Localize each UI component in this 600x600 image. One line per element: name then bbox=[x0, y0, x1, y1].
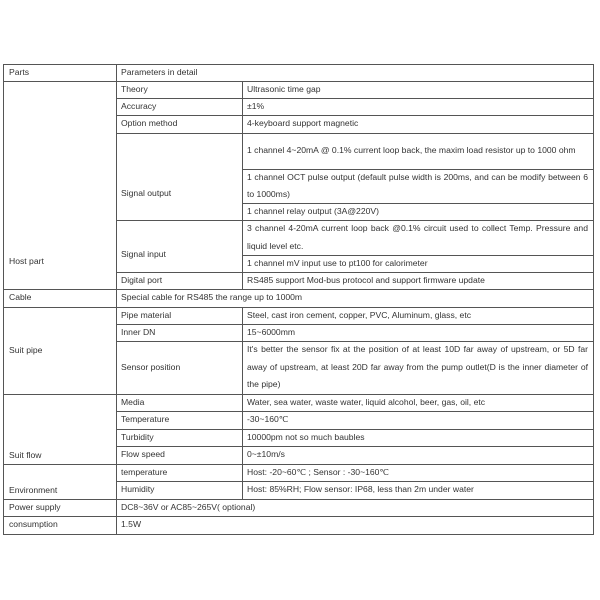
signal-output-value-2-text: 1 channel OCT pulse output (default pulse width is 200ms, and can be modify between 6 to 1000ms) bbox=[247, 171, 588, 199]
header-parts-label: Parts bbox=[9, 67, 30, 78]
group-consumption-label: consumption bbox=[9, 519, 58, 530]
digital-port-value-text: RS485 support Mod-bus protocol and support firmware update bbox=[247, 274, 485, 285]
media-value bbox=[242, 394, 594, 412]
theory-label-text: Theory bbox=[121, 83, 148, 94]
env-temperature-label-text: temperature bbox=[121, 466, 168, 477]
signal-input-label bbox=[116, 220, 243, 273]
power-supply-value-text: DC8~36V or AC85~265V( optional) bbox=[121, 501, 256, 512]
theory-value bbox=[242, 81, 594, 99]
pipe-material-value bbox=[242, 307, 594, 325]
digital-port-value bbox=[242, 272, 594, 290]
header-parts bbox=[3, 64, 117, 82]
sensor-position-label bbox=[116, 341, 243, 395]
pipe-material-label-text: Pipe material bbox=[121, 309, 172, 320]
option-label-text: Option method bbox=[121, 118, 178, 129]
inner-dn-value-text: 15~6000mm bbox=[247, 326, 296, 337]
flow-speed-value-text: 0~±10m/s bbox=[247, 449, 285, 460]
option-value bbox=[242, 115, 594, 134]
sensor-position-value bbox=[242, 341, 594, 395]
consumption-value bbox=[116, 516, 594, 535]
spec-table bbox=[3, 64, 594, 535]
digital-port-label-text: Digital port bbox=[121, 274, 163, 285]
signal-output-value-2 bbox=[242, 169, 594, 204]
header-params bbox=[116, 64, 594, 82]
signal-output-label bbox=[116, 133, 243, 221]
sensor-position-value-text: It's better the sensor fix at the position of at least 10D far away of upstream, or 5D far away of upstream, at least 20D far away from the pump outlet(D is the inner diameter of the pipe) bbox=[247, 344, 588, 390]
flow-temperature-value-text: -30~160℃ bbox=[247, 414, 289, 425]
env-temperature-value-text: Host: -20~60℃ ; Sensor : -30~160℃ bbox=[247, 466, 390, 477]
signal-output-value-3-text: 1 channel relay output (3A@220V) bbox=[247, 205, 379, 216]
signal-input-label-text: Signal input bbox=[121, 249, 166, 259]
group-consumption bbox=[3, 516, 117, 535]
theory-label bbox=[116, 81, 243, 99]
accuracy-value-text: ±1% bbox=[247, 100, 265, 111]
signal-output-value-1 bbox=[242, 133, 594, 170]
group-host-part bbox=[3, 81, 117, 290]
turbidity-value bbox=[242, 429, 594, 447]
flow-temperature-label-text: Temperature bbox=[121, 414, 170, 425]
turbidity-label bbox=[116, 429, 243, 447]
header-params-label: Parameters in detail bbox=[121, 67, 198, 78]
sensor-position-label-text: Sensor position bbox=[121, 361, 181, 372]
group-suit-pipe bbox=[3, 307, 117, 395]
group-environment-label: Environment bbox=[9, 484, 58, 495]
pipe-material-value-text: Steel, cast iron cement, copper, PVC, Aluminum, glass, etc bbox=[247, 309, 472, 320]
turbidity-label-text: Turbidity bbox=[121, 431, 154, 442]
group-host-part-label: Host part bbox=[9, 256, 44, 266]
cable-value bbox=[116, 289, 594, 308]
humidity-label bbox=[116, 481, 243, 500]
signal-input-value-1-text: 3 channel 4-20mA current loop back @0.1% circuit used to collect Temp. Pressure and liquid level etc. bbox=[247, 223, 588, 251]
theory-value-text: Ultrasonic time gap bbox=[247, 83, 321, 94]
option-value-text: 4-keyboard support magnetic bbox=[247, 118, 359, 129]
digital-port-label bbox=[116, 272, 243, 290]
inner-dn-value bbox=[242, 324, 594, 342]
turbidity-value-text: 10000pm not so much baubles bbox=[247, 431, 365, 442]
signal-input-value-2-text: 1 channel mV input use to pt100 for calorimeter bbox=[247, 257, 428, 268]
group-environment bbox=[3, 464, 117, 500]
group-cable-label: Cable bbox=[9, 292, 32, 303]
flow-speed-label-text: Flow speed bbox=[121, 449, 165, 460]
flow-speed-label bbox=[116, 446, 243, 465]
group-suit-flow bbox=[3, 394, 117, 465]
accuracy-value bbox=[242, 98, 594, 116]
env-temperature-value bbox=[242, 464, 594, 482]
accuracy-label bbox=[116, 98, 243, 116]
flow-temperature-value bbox=[242, 411, 594, 430]
inner-dn-label bbox=[116, 324, 243, 342]
signal-input-value-2 bbox=[242, 255, 594, 273]
group-power-supply bbox=[3, 499, 117, 517]
inner-dn-label-text: Inner DN bbox=[121, 326, 156, 337]
humidity-value-text: Host: 85%RH; Flow sensor: IP68, less than 2m under water bbox=[247, 484, 474, 495]
humidity-value bbox=[242, 481, 594, 500]
option-label bbox=[116, 115, 243, 134]
pipe-material-label bbox=[116, 307, 243, 325]
group-suit-pipe-label: Suit pipe bbox=[9, 344, 43, 355]
power-supply-value bbox=[116, 499, 594, 517]
env-temperature-label bbox=[116, 464, 243, 482]
media-label-text: Media bbox=[121, 396, 145, 407]
signal-output-label-text: Signal output bbox=[121, 188, 172, 198]
flow-temperature-label bbox=[116, 411, 243, 430]
humidity-label-text: Humidity bbox=[121, 484, 155, 495]
group-power-supply-label: Power supply bbox=[9, 501, 61, 512]
signal-output-value-3 bbox=[242, 203, 594, 221]
signal-input-value-1 bbox=[242, 220, 594, 256]
group-suit-flow-label: Suit flow bbox=[9, 449, 42, 460]
media-label bbox=[116, 394, 243, 412]
group-cable bbox=[3, 289, 117, 308]
flow-speed-value bbox=[242, 446, 594, 465]
consumption-value-text: 1.5W bbox=[121, 519, 142, 530]
signal-output-value-1-text: 1 channel 4~20mA @ 0.1% current loop back, the maxim load resistor up to 1000 ohm bbox=[247, 145, 576, 156]
media-value-text: Water, sea water, waste water, liquid alcohol, beer, gas, oil, etc bbox=[247, 396, 486, 407]
accuracy-label-text: Accuracy bbox=[121, 100, 157, 111]
cable-value-text: Special cable for RS485 the range up to 1000m bbox=[121, 292, 303, 303]
